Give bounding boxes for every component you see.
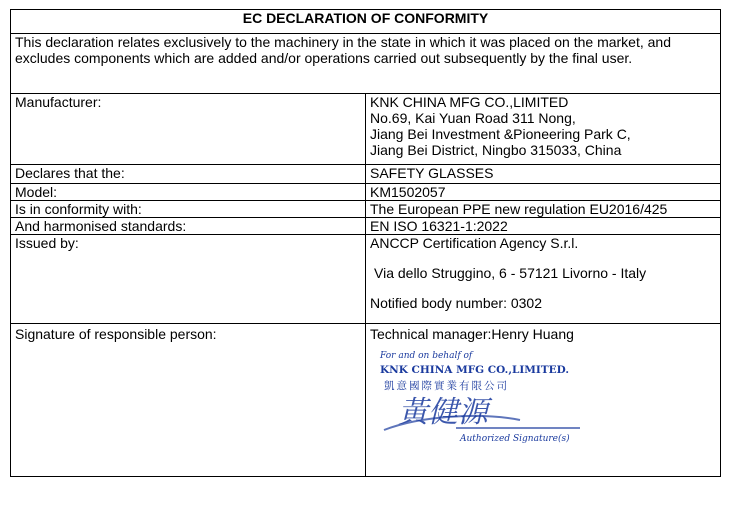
manufacturer-value <box>366 94 721 165</box>
signature-row <box>11 324 721 477</box>
declaration-table <box>10 9 721 477</box>
stamp-line-4: Authorized Signature(s) <box>460 434 570 444</box>
signature-label: Signature of responsible person: <box>11 324 366 477</box>
intro-row <box>11 34 721 94</box>
company-stamp <box>370 346 600 446</box>
stamp-line-3: 凱意國際實業有限公司 <box>384 380 509 392</box>
manufacturer-line: Jiang Bei District, Ningbo 315033, China <box>370 142 622 158</box>
manufacturer-line: No.69, Kai Yuan Road 311 Nong, <box>370 110 576 126</box>
conformity-label: Is in conformity with: <box>11 201 366 218</box>
model-label: Model: <box>11 184 366 201</box>
stamp-line-1: For and on behalf of <box>380 351 473 361</box>
declares-value: SAFETY GLASSES <box>366 165 721 184</box>
manufacturer-row <box>11 94 721 165</box>
stamp-line-2: KNK CHINA MFG CO.,LIMITED. <box>380 364 570 376</box>
declares-label: Declares that the: <box>11 165 366 184</box>
manufacturer-label: Manufacturer: <box>11 94 366 165</box>
model-value: KM1502057 <box>366 184 721 201</box>
intro-text: This declaration relates exclusively to the machinery in the state in which it was placed on the market, and excludes components which are added and/or operations carried out subsequently by the final user. <box>11 34 721 94</box>
issued-notified: Notified body number: 0302 <box>370 295 542 311</box>
issued-address: Via dello Struggino, 6 - 57121 Livorno - Italy <box>374 265 647 281</box>
technical-manager: Technical manager:Henry Huang <box>370 326 574 342</box>
title-row <box>11 10 721 34</box>
standards-label: And harmonised standards: <box>11 218 366 235</box>
signature-value <box>366 324 721 477</box>
document-title: EC DECLARATION OF CONFORMITY <box>11 10 721 34</box>
stamp-handwritten-signature: 黃健源 <box>398 395 488 430</box>
conformity-row <box>11 201 721 218</box>
manufacturer-line: KNK CHINA MFG CO.,LIMITED <box>370 94 569 110</box>
issued-agency: ANCCP Certification Agency S.r.l. <box>370 235 579 251</box>
standards-value: EN ISO 16321-1:2022 <box>366 218 721 235</box>
issued-row <box>11 235 721 324</box>
conformity-value: The European PPE new regulation EU2016/425 <box>366 201 721 218</box>
declares-row <box>11 165 721 184</box>
stamp-graphic <box>370 346 600 446</box>
model-row <box>11 184 721 201</box>
standards-row <box>11 218 721 235</box>
manufacturer-line: Jiang Bei Investment &Pioneering Park C, <box>370 126 631 142</box>
issued-value <box>366 235 721 324</box>
issued-label: Issued by: <box>11 235 366 324</box>
